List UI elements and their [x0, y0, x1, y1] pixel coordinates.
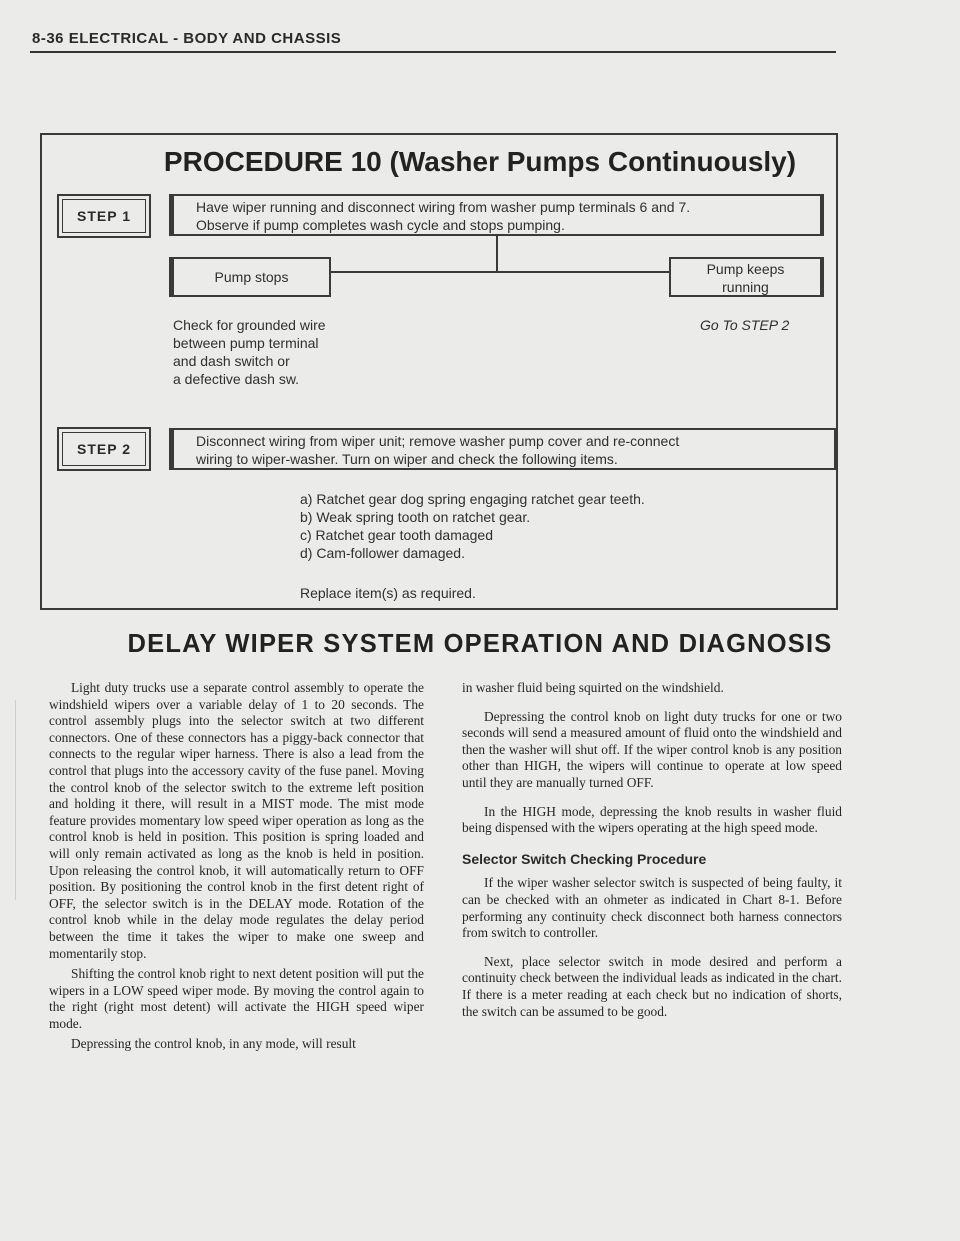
step2-item: a) Ratchet gear dog spring engaging ratchet gear teeth. — [300, 491, 645, 507]
right-continuation: in washer fluid being squirted on the windshield. — [462, 680, 724, 695]
right-paragraph: Next, place selector switch in mode desired and perform a continuity check between the individual leads as indicated in the chart. If there is a meter reading at each check but no indication of shorts, the switch can be assumed to be good. — [462, 953, 842, 1019]
step2-instruction-box — [169, 428, 838, 470]
step1-label: STEP 1 — [57, 194, 151, 238]
left-paragraph: Shifting the control knob right to next detent position will put the wipers in a LOW speed wiper mode. By moving the control again to the right (right most detent) will activate the HIGH speed wiper mode. — [49, 966, 424, 1031]
right-paragraph: If the wiper washer selector switch is suspected of being faulty, it can be checked with an ohmeter as indicated in Chart 8-1. Before performing any continuity check disconnect both harness connectors from switch to controller. — [462, 875, 842, 941]
step2-conclusion: Replace item(s) as required. — [300, 585, 476, 601]
step2-item: b) Weak spring tooth on ratchet gear. — [300, 509, 531, 525]
step1-left-result — [173, 316, 326, 388]
left-result-line: between pump terminal — [173, 335, 319, 351]
left-result-line: a defective dash sw. — [173, 371, 300, 387]
step1-connector-horizontal — [330, 271, 670, 273]
left-paragraph: Light duty trucks use a separate control assembly to operate the windshield wipers over a variable delay of 1 to 20 seconds. The control assembly plugs into the selector switch at two different connectors. One of these connectors has a piggy-back connector that connects to the regular wiper harness. There is also a lead from the control that plugs into the accessory cavity of the fuse panel. Moving the control knob of the selector switch to the extreme left position and holding it there, will result in a MIST mode. The mist mode feature provides momentary low speed wiper operation as long as the control knob is held in position. This position is spring loaded and will only remain activated as long as the knob is held in position. Upon releasing the control knob, it will automatically return to OFF position. By positioning the control knob in the first detent right of OFF, the selector switch is in the DELAY mode. Rotation of the control knob while in the delay mode regulates the delay period between the time it takes the wiper to make one sweep and momentarily stop. — [49, 680, 424, 961]
page-header: 8-36 ELECTRICAL - BODY AND CHASSIS — [32, 30, 342, 47]
header-rule — [30, 51, 836, 53]
section-title: DELAY WIPER SYSTEM OPERATION AND DIAGNOSIS — [127, 630, 833, 658]
subheading: Selector Switch Checking Procedure — [462, 850, 707, 867]
pump-keeps-label-1: Pump keeps — [706, 261, 785, 277]
step2-instruction-line1: Disconnect wiring from wiper unit; remove washer pump cover and re-connect — [196, 433, 680, 449]
step2-instruction-line2: wiring to wiper-washer. Turn on wiper and check the following items. — [196, 451, 618, 467]
procedure-title: PROCEDURE 10 (Washer Pumps Continuously) — [163, 146, 797, 177]
step1-instruction-box — [169, 194, 824, 236]
left-result-line: and dash switch or — [173, 353, 290, 369]
right-paragraph: In the HIGH mode, depressing the knob results in washer fluid being dispensed with the wipers operating at the high speed mode. — [462, 803, 842, 836]
left-column — [49, 680, 424, 1053]
margin-mark — [15, 700, 16, 900]
left-paragraph: Depressing the control knob, in any mode, will result — [71, 1036, 356, 1052]
step2-item: d) Cam-follower damaged. — [300, 545, 465, 561]
step2-item: c) Ratchet gear tooth damaged — [300, 527, 494, 543]
pump-keeps-label-2: running — [722, 279, 769, 295]
step2-items — [300, 490, 645, 562]
right-paragraph: Depressing the control knob on light duty trucks for one or two seconds will send a measured amount of fluid onto the windshield and then the washer will shut off. If the wiper control knob is any position other than HIGH, the wipers will continue to operate at low speed until they are manually turned OFF. — [462, 708, 842, 790]
pump-stops-box — [169, 257, 331, 297]
step1-right-result: Go To STEP 2 — [700, 317, 790, 333]
left-result-line: Check for grounded wire — [173, 317, 326, 333]
step1-instruction-line1: Have wiper running and disconnect wiring from washer pump terminals 6 and 7. — [196, 199, 691, 215]
right-column — [462, 680, 842, 1020]
step2-label: STEP 2 — [57, 427, 151, 471]
step1-instruction-line2: Observe if pump completes wash cycle and stops pumping. — [196, 217, 565, 233]
pump-stops-label: Pump stops — [214, 269, 289, 285]
step1-connector-vertical — [496, 236, 498, 272]
pump-keeps-running-box — [669, 257, 824, 297]
